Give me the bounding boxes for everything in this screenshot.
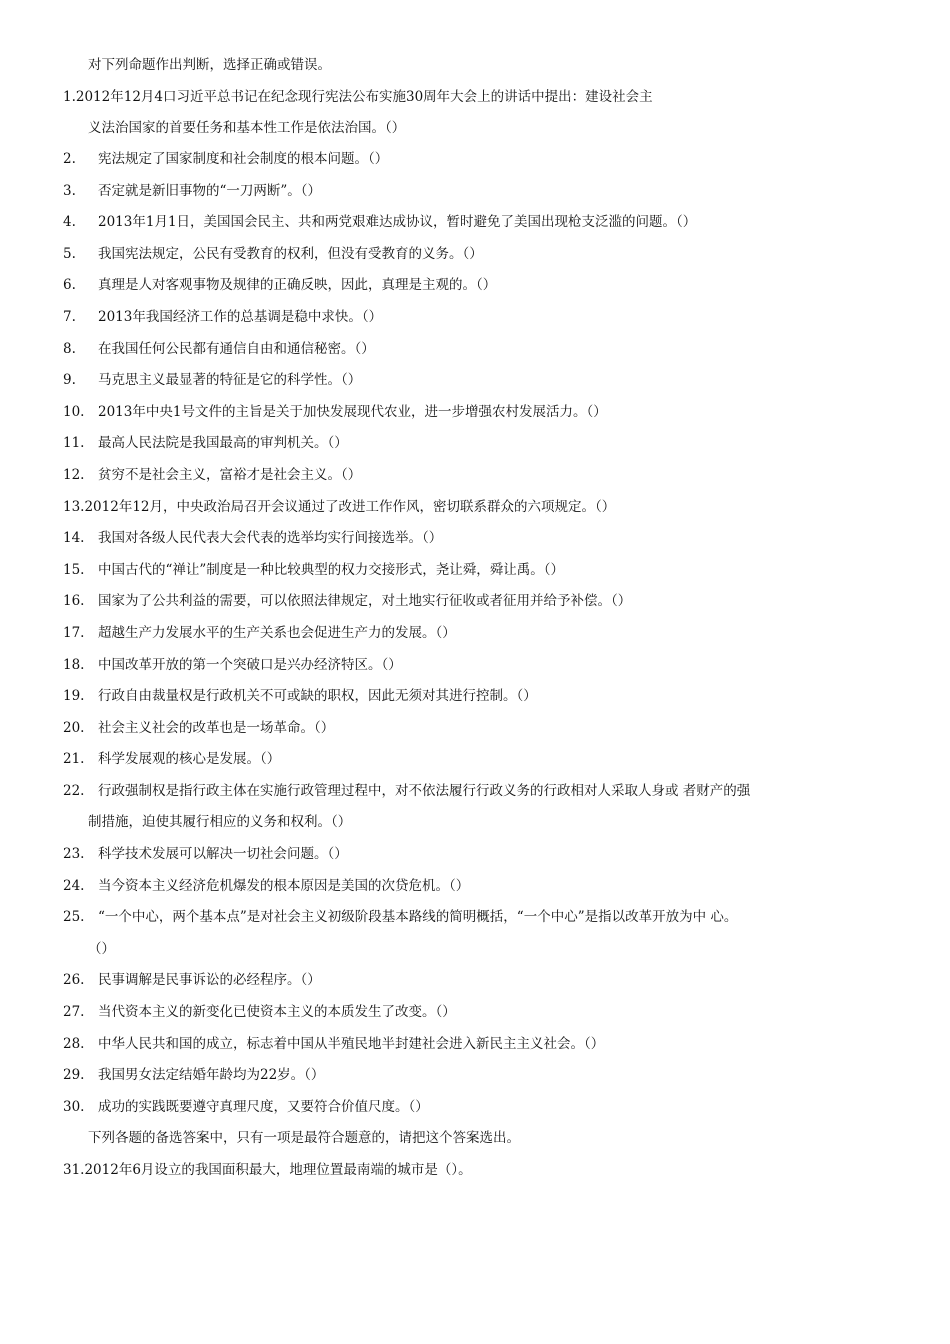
document-page: 对下列命题作出判断，选择正确或错误。 1.2012年12月4口习近平总书记在纪念现行宪法公布实施30周年大会上的讲话中提出：建设社会主 义法治国家的首要任务和基本性工作是依法治国。（） 2. 宪法规定了国家制度和社会制度的根本问题。（） 3. 否定就是新旧事物的“一刀两断”。（） 4. 2013年1月1日，美国国会民主、共和两党艰难达成协议，暂时避免了美国出现枪支泛滥的问题。（） 5. 我国宪法规定，公民有受教育的权利，但没有受教育的义务。（） 6. 真理是人对客观事物及规律的正确反映，因此，真理是主观的。（） 7. 2013年我国经济工作的总基调是稳中求快。（） 8. 在我国任何公民都有通信自由和通信秘密。（） 9. 马克思主义最显著的特征是它的科学性。（） 10. 2013年中央1号文件的主旨是关于加快发展现代农业，进一步增强农村发展活力。（） 11. 最高人民法院是我国最高的审判机关。（） 12. 贫穷不是社会主义，富裕才是社会主义。（） 13.2012年12月，中央政治局召开会议通过了改进工作作风，密切联系群众的六项规定。（） 14. 我国对各级人民代表大会代表的选举均实行间接选举。（） 15. 中国古代的“禅让”制度是一种比较典型的权力交接形式，尧让舜，舜让禹。（） 16. 国家为了公共利益的需要，可以依照法律规定，对土地实行征收或者征用并给予补偿。（） 17. 超越生产力发展水平的生产关系也会促进生产力的发展。（） 18. 中国改革开放的第一个突破口是兴办经济特区。（） 19. 行政自由裁量权是行政机关不可或缺的职权，因此无须对其进行控制。（） 20. 社会主义社会的改革也是一场革命。（） 21. 科学发展观的核心是发展。（） 22. 行政强制权是指行政主体在实施行政管理过程中，对不依法履行行政义务的行政相对人采取人身或 者财产的强 制措施，迫使其履行相应的义务和权利。（） 23. 科学技术发展可以解决一切社会问题。（） 24. 当今资本主义经济危机爆发的根本原因是美国的次贷危机。（） 25. “一个中心，两个基本点”是对社会主义初级阶段基本路线的简明概括，“一个中心”是指以改革开放为中 心。 （） 26. 民事调解是民事诉讼的必经程序。（） 27. 当代资本主义的新变化已使资本主义的本质发生了改变。（） 28. 中华人民共和国的成立，标志着中国从半殖民地半封建社会进入新民主主义社会。（） 29. 我国男女法定结婚年龄均为22岁。（） 30. 成功的实践既要遵守真理尺度，又要符合价值尺度。（） 下列各题的备选答案中，只有一项是最符合题意的，请把这个答案选出。 31.2012年6月设立的我国面积最大，地理位置最南端的城市是（）。 — [63, 57, 751, 1178]
